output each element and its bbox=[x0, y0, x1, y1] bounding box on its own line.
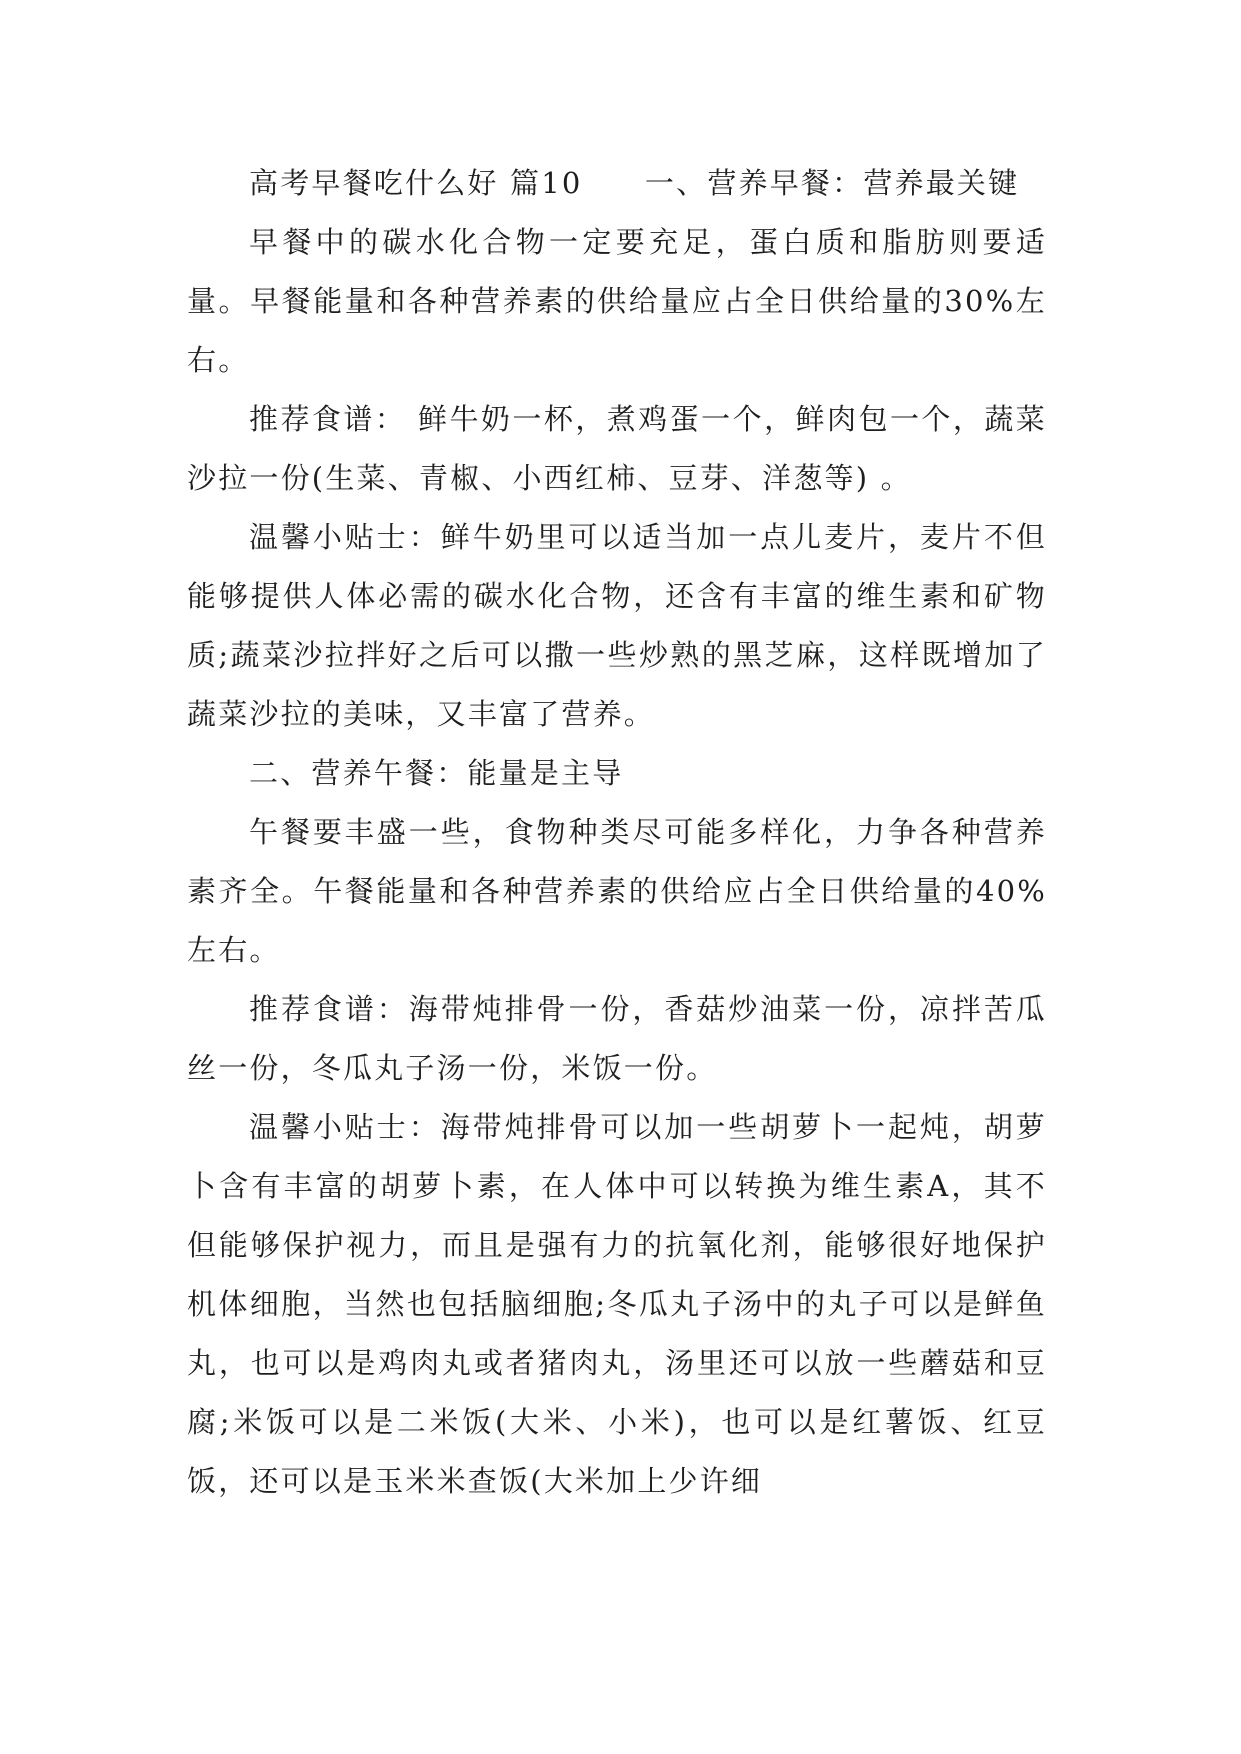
document-body bbox=[187, 154, 1047, 1511]
paragraph-lunch-tips: 温馨小贴士：海带炖排骨可以加一些胡萝卜一起炖，胡萝卜含有丰富的胡萝卜素，在人体中可以转换为维生素A，其不但能够保护视力，而且是强有力的抗氧化剂，能够很好地保护机体细胞，当然也包括脑细胞;冬瓜丸子汤中的丸子可以是鲜鱼丸，也可以是鸡肉丸或者猪肉丸，汤里还可以放一些蘑菇和豆腐;米饭可以是二米饭(大米、小米)，也可以是红薯饭、红豆饭，还可以是玉米米查饭(大米加上少许细 bbox=[187, 1110, 1047, 1498]
paragraph-lunch-variety: 午餐要丰盛一些，食物种类尽可能多样化，力争各种营养素齐全。午餐能量和各种营养素的供给应占全日供给量的40%左右。 bbox=[187, 815, 1047, 967]
paragraph-breakfast-tips: 温馨小贴士：鲜牛奶里可以适当加一点儿麦片，麦片不但能够提供人体必需的碳水化合物，还含有丰富的维生素和矿物质;蔬菜沙拉拌好之后可以撒一些炒熟的黑芝麻，这样既增加了蔬菜沙拉的美味，又丰富了营养。 bbox=[187, 520, 1047, 731]
paragraph-lunch-recipe: 推荐食谱：海带炖排骨一份，香菇炒油菜一份，凉拌苦瓜丝一份，冬瓜丸子汤一份，米饭一份。 bbox=[187, 992, 1047, 1085]
paragraph-breakfast-carbs: 早餐中的碳水化合物一定要充足，蛋白质和脂肪则要适量。早餐能量和各种营养素的供给量应占全日供给量的30%左右。 bbox=[187, 225, 1047, 377]
paragraph-breakfast-recipe: 推荐食谱： 鲜牛奶一杯，煮鸡蛋一个，鲜肉包一个，蔬菜沙拉一份(生菜、青椒、小西红柿、豆芽、洋葱等) 。 bbox=[187, 402, 1047, 495]
heading-lunch: 二、营养午餐：能量是主导 bbox=[249, 756, 624, 790]
heading-breakfast: 高考早餐吃什么好 篇10 一、营养早餐：营养最关键 bbox=[249, 166, 1020, 200]
